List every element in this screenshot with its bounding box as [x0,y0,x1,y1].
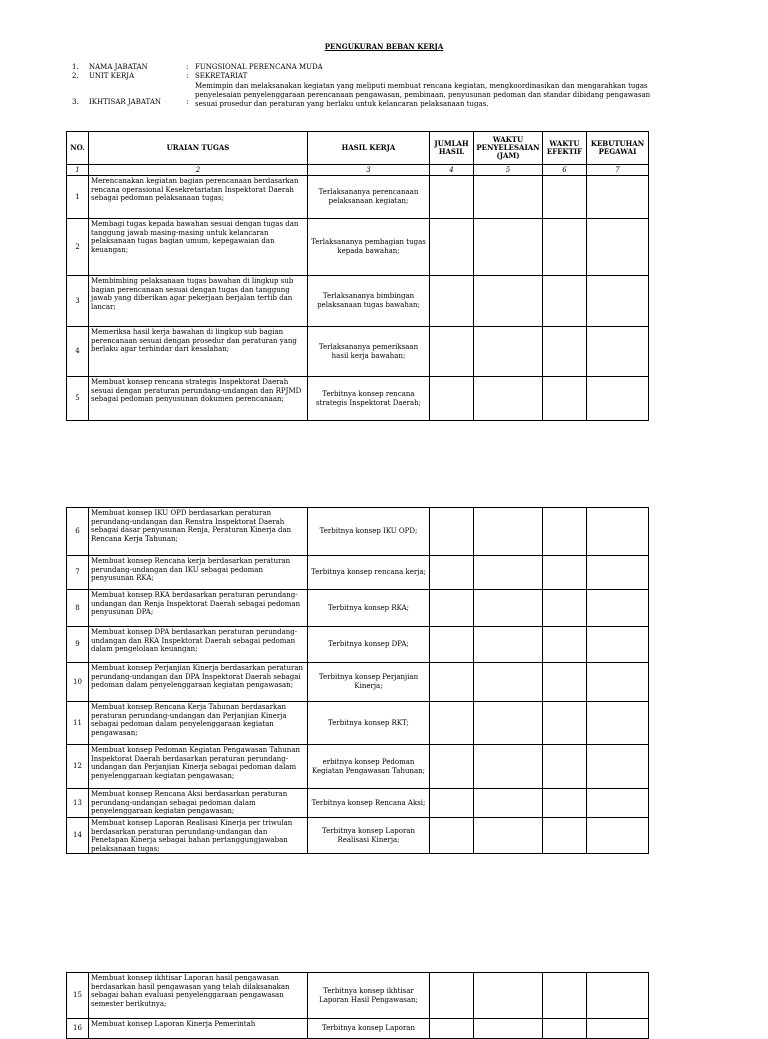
info-label: IKHTISAR JABATAN [89,98,162,106]
row-hasil-kerja: Terbitnya konsep DPA; [308,627,430,663]
row-waktu-efektif [543,818,587,854]
row-uraian-tugas: Membuat konsep rencana strategis Inspektorat Daerah sesuai dengan peraturan perundang-undangan dan RPJMD sebagai pedoman penyusunan dokumen perencanaan; [89,377,308,421]
row-kebutuhan-pegawai [587,627,649,663]
row-number: 2 [67,219,89,276]
row-kebutuhan-pegawai [587,219,649,276]
row-hasil-kerja: Terbitnya konsep Rencana Aksi; [308,789,430,818]
header-row [67,132,649,165]
row-kebutuhan-pegawai [587,556,649,590]
row-waktu-efektif [543,327,587,377]
row-hasil-kerja: Terbitnya konsep RKT; [308,702,430,745]
row-waktu-penyelesaian [474,327,543,377]
row-number: 10 [67,663,89,702]
row-hasil-kerja: Terbitnya konsep ikhtisar Laporan Hasil Pengawasan; [308,973,430,1019]
header-uraian-tugas: URAIAN TUGAS [89,132,308,165]
table-row [67,219,649,276]
row-jumlah-hasil [430,627,474,663]
row-uraian-tugas: Membuat konsep Rencana kerja berdasarkan peraturan perundang-undangan dan IKU sebagai pedoman penyusunan RKA; [89,556,308,590]
row-kebutuhan-pegawai [587,590,649,627]
table-row [67,627,649,663]
row-number: 12 [67,745,89,789]
row-uraian-tugas: Membuat konsep ikhtisar Laporan hasil pengawasan berdasarkan hasil pengawasan yang telah dilaksanakan sebagai bahan evaluasi penyelenggaraan pengawasan semester berikutnya; [89,973,308,1019]
row-uraian-tugas: Membuat konsep Perjanjian Kinerja berdasarkan peraturan perundang-undangan dan DPA Inspektorat Daerah sebagai pedoman dalam penyelenggaraan kegiatan pengawasan; [89,663,308,702]
document-title: PENGUKURAN BEBAN KERJA [324,42,444,51]
row-waktu-penyelesaian [474,219,543,276]
row-uraian-tugas: Membuat konsep DPA berdasarkan peraturan perundang-undangan dan RKA Inspektorat Daerah sebagai pedoman dalam pengelolaan keuangan; [89,627,308,663]
info-colon: : [186,63,189,71]
row-jumlah-hasil [430,176,474,219]
row-waktu-efektif [543,508,587,556]
row-hasil-kerja: Terlaksananya pemeriksaan hasil kerja bawahan; [308,327,430,377]
row-number: 11 [67,702,89,745]
row-waktu-efektif [543,702,587,745]
info-colon: : [186,72,189,80]
info-value: SEKRETARIAT [195,72,248,80]
column-index: 5 [474,165,543,176]
table-row [67,276,649,327]
row-waktu-penyelesaian [474,973,543,1019]
row-uraian-tugas: Membuat konsep IKU OPD berdasarkan peraturan perundang-undangan dan Renstra Inspektorat Daerah sebagai dasar penyusunan Renja, Peraturan Kinerja dan Rencana Kerja Tahunan; [89,508,308,556]
row-hasil-kerja: Terlaksananya pembagian tugas kepada bawahan; [308,219,430,276]
column-index: 7 [587,165,649,176]
row-waktu-penyelesaian [474,276,543,327]
row-jumlah-hasil [430,377,474,421]
table-row [67,508,649,556]
info-ikhtisar-jabatan [72,82,657,109]
row-uraian-tugas: Merencanakan kegiatan bagian perencanaan berdasarkan rencana operasional Kesekretariatan Inspektorat Daerah sebagai pedoman pelaksanaan tugas; [89,176,308,219]
row-waktu-efektif [543,1019,587,1039]
column-index: 6 [543,165,587,176]
row-waktu-efektif [543,789,587,818]
row-waktu-efektif [543,745,587,789]
row-jumlah-hasil [430,508,474,556]
workload-table-page-2 [66,507,649,854]
row-jumlah-hasil [430,590,474,627]
row-waktu-penyelesaian [474,590,543,627]
row-number: 9 [67,627,89,663]
info-unit-kerja [72,72,657,81]
row-waktu-penyelesaian [474,702,543,745]
row-uraian-tugas: Membuat konsep Rencana Kerja Tahunan berdasarkan peraturan perundang-undangan dan Perjanjian Kinerja sebagai pedoman dalam penyelenggaraan kegiatan pengawasan; [89,702,308,745]
header-kebutuhan-pegawai: KEBUTUHAN PEGAWAI [587,132,649,165]
row-hasil-kerja: Terbitnya konsep Laporan Realisasi Kinerja; [308,818,430,854]
row-waktu-penyelesaian [474,789,543,818]
row-kebutuhan-pegawai [587,276,649,327]
row-waktu-efektif [543,556,587,590]
row-hasil-kerja: erbitnya konsep Pedoman Kegiatan Pengawasan Tahunan; [308,745,430,789]
info-value: FUNGSIONAL PERENCANA MUDA [195,63,323,71]
column-index: 3 [308,165,430,176]
row-waktu-penyelesaian [474,377,543,421]
row-waktu-efektif [543,377,587,421]
row-number: 4 [67,327,89,377]
info-value: Memimpin dan melaksanakan kegiatan yang meliputi membuat rencana kegiatan, mengkoordinasikan dan mengarahkan tugas penyelesaian penyelenggaraan perencanaan pengawasan, pembinaan, penyusunan pedoman dan standar dibidang pengawasan sesuai prosedur dan peraturan yang berlaku untuk kelancaran pelaksanaan tugas. [195,82,651,108]
row-number: 7 [67,556,89,590]
row-hasil-kerja: Terlaksananya perencanaan pelaksanaan kegiatan; [308,176,430,219]
row-uraian-tugas: Membuat konsep Rencana Aksi berdasarkan peraturan perundang-undangan sebagai pedoman dalam penyelenggaraan kegiatan pengawasan; [89,789,308,818]
row-kebutuhan-pegawai [587,789,649,818]
table-row [67,702,649,745]
table-row [67,973,649,1019]
row-waktu-penyelesaian [474,818,543,854]
row-number: 8 [67,590,89,627]
table-row [67,818,649,854]
row-waktu-penyelesaian [474,176,543,219]
column-index: 4 [430,165,474,176]
header-waktu-penyelesaian: WAKTU PENYELESAIAN (JAM) [474,132,543,165]
row-jumlah-hasil [430,1019,474,1039]
row-jumlah-hasil [430,276,474,327]
row-hasil-kerja: Terbitnya konsep Perjanjian Kinerja; [308,663,430,702]
table-row [67,176,649,219]
row-waktu-penyelesaian [474,556,543,590]
header-waktu-efektif: WAKTU EFEKTIF [543,132,587,165]
column-index: 2 [89,165,308,176]
row-waktu-efektif [543,627,587,663]
row-uraian-tugas: Membuat konsep Laporan Realisasi Kinerja per triwulan berdasarkan peraturan perundang-undangan dan Penetapan Kinerja sebagai bahan pertanggungjawaban pelaksanaan tugas; [89,818,308,854]
row-number: 14 [67,818,89,854]
row-kebutuhan-pegawai [587,377,649,421]
row-waktu-efektif [543,276,587,327]
row-number: 13 [67,789,89,818]
row-waktu-efektif [543,176,587,219]
info-number: 2. [72,72,79,80]
table-row [67,327,649,377]
table-row [67,377,649,421]
row-uraian-tugas: Membuat konsep Pedoman Kegiatan Pengawasan Tahunan Inspektorat Daerah berdasarkan peraturan perundang-undangan dan Perjanjian Kinerja sebagai pedoman dalam penyelenggaraan kegiatan pengawasan; [89,745,308,789]
header-jumlah-hasil: JUMLAH HASIL [430,132,474,165]
row-waktu-efektif [543,590,587,627]
row-kebutuhan-pegawai [587,327,649,377]
row-jumlah-hasil [430,327,474,377]
row-waktu-penyelesaian [474,745,543,789]
table-row [67,1019,649,1039]
row-waktu-penyelesaian [474,663,543,702]
row-kebutuhan-pegawai [587,973,649,1019]
table-row [67,789,649,818]
row-waktu-efektif [543,663,587,702]
row-waktu-efektif [543,219,587,276]
row-jumlah-hasil [430,789,474,818]
row-jumlah-hasil [430,818,474,854]
row-jumlah-hasil [430,702,474,745]
row-kebutuhan-pegawai [587,745,649,789]
row-kebutuhan-pegawai [587,1019,649,1039]
row-number: 6 [67,508,89,556]
info-number: 3. [72,98,79,106]
info-colon: : [186,98,189,106]
row-jumlah-hasil [430,556,474,590]
info-label: NAMA JABATAN [89,63,148,71]
row-waktu-penyelesaian [474,1019,543,1039]
row-kebutuhan-pegawai [587,702,649,745]
row-number: 1 [67,176,89,219]
info-nama-jabatan [72,63,657,72]
row-uraian-tugas: Memeriksa hasil kerja bawahan di lingkup sub bagian perencanaan sesuai dengan prosedur dan peraturan yang berlaku agar terhindar dari kesalahan; [89,327,308,377]
row-hasil-kerja: Terbitnya konsep rencana kerja; [308,556,430,590]
workload-table-page-1 [66,131,649,421]
row-uraian-tugas: Membimbing pelaksanaan tugas bawahan di lingkup sub bagian perencanaan sesuai dengan tugas dan tanggung jawab yang diberikan agar pekerjaan berjalan tertib dan lancar; [89,276,308,327]
column-index: 1 [67,165,89,176]
table-row [67,590,649,627]
table-row [67,556,649,590]
row-kebutuhan-pegawai [587,663,649,702]
row-hasil-kerja: Terbitnya konsep RKA; [308,590,430,627]
row-uraian-tugas: Membagi tugas kepada bawahan sesuai dengan tugas dan tanggung jawab masing-masing untuk kelancaran pelaksanaan tugas bagian umum, kepegawaian dan keuangan; [89,219,308,276]
row-kebutuhan-pegawai [587,176,649,219]
row-number: 15 [67,973,89,1019]
row-waktu-penyelesaian [474,508,543,556]
row-kebutuhan-pegawai [587,818,649,854]
row-number: 16 [67,1019,89,1039]
row-uraian-tugas: Membuat konsep RKA berdasarkan peraturan perundang-undangan dan Renja Inspektorat Daerah sebagai pedoman penyusunan DPA; [89,590,308,627]
header-no: NO. [67,132,89,165]
row-waktu-efektif [543,973,587,1019]
row-jumlah-hasil [430,973,474,1019]
row-uraian-tugas: Membuat konsep Laporan Kinerja Pemerintah [89,1019,308,1039]
table-row [67,745,649,789]
info-number: 1. [72,63,79,71]
header-hasil-kerja: HASIL KERJA [308,132,430,165]
row-kebutuhan-pegawai [587,508,649,556]
row-jumlah-hasil [430,219,474,276]
row-number: 5 [67,377,89,421]
row-jumlah-hasil [430,745,474,789]
table-row [67,663,649,702]
row-jumlah-hasil [430,663,474,702]
row-hasil-kerja: Terbitnya konsep Laporan [308,1019,430,1039]
row-number: 3 [67,276,89,327]
row-hasil-kerja: Terlaksananya bimbingan pelaksanaan tugas bawahan; [308,276,430,327]
row-hasil-kerja: Terbitnya konsep IKU OPD; [308,508,430,556]
info-label: UNIT KERJA [89,72,135,80]
row-waktu-penyelesaian [474,627,543,663]
row-hasil-kerja: Terbitnya konsep rencana strategis Inspektorat Daerah; [308,377,430,421]
workload-table-page-3 [66,972,649,1039]
column-index-row [67,165,649,176]
